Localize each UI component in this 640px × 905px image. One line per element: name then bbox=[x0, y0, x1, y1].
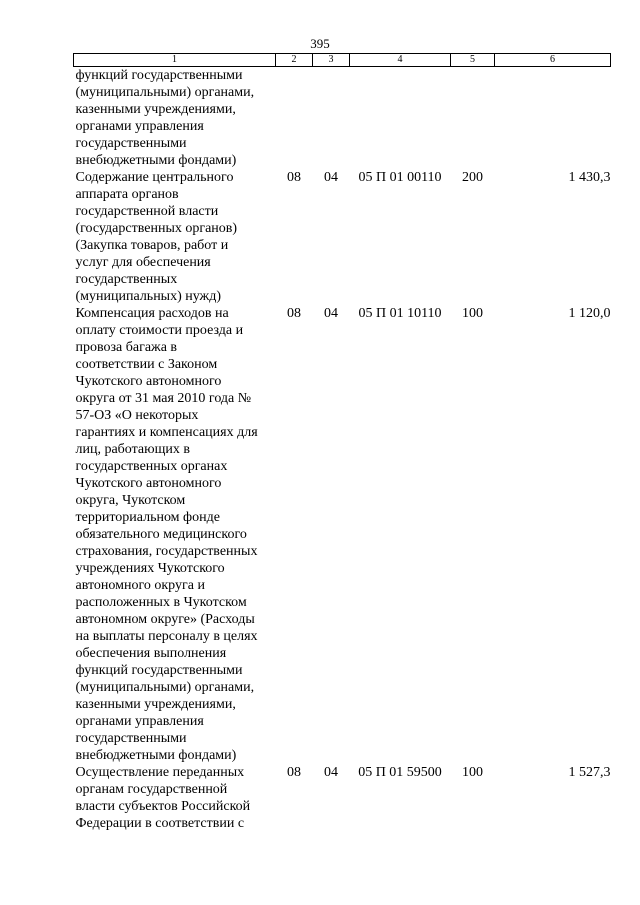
description-line: государственных bbox=[75, 272, 178, 287]
description-line: органами управления bbox=[75, 714, 204, 729]
description-line: (Закупка товаров, работ и bbox=[75, 238, 229, 253]
description-line: (муниципальными) органами, bbox=[75, 85, 255, 100]
description-line: Компенсация расходов на bbox=[75, 306, 229, 321]
table-header-row bbox=[74, 54, 611, 67]
target-article-code: 05 П 01 10110 bbox=[358, 306, 442, 321]
description-line: оплату стоимости проезда и bbox=[75, 323, 244, 338]
subsection-code: 04 bbox=[324, 765, 338, 780]
description-line: округа от 31 мая 2010 года № bbox=[75, 391, 252, 406]
description-line: Чукотского автономного bbox=[75, 374, 222, 389]
description-line: государственными bbox=[75, 136, 187, 151]
description-line: соответствии с Законом bbox=[75, 357, 218, 372]
description-line: (муниципальных) нужд) bbox=[75, 289, 222, 304]
description-line: автономном округе» (Расходы bbox=[75, 612, 255, 627]
target-article-code bbox=[350, 67, 451, 170]
description-line: учреждениях Чукотского bbox=[75, 561, 225, 576]
column-header-4: 4 bbox=[350, 54, 451, 67]
column-header-1: 1 bbox=[74, 54, 276, 67]
section-code bbox=[276, 67, 313, 170]
description-line: казенными учреждениями, bbox=[75, 697, 236, 712]
amount-value: 1 120,0 bbox=[568, 306, 611, 321]
table-row bbox=[74, 764, 611, 832]
expense-type-code: 100 bbox=[462, 765, 483, 780]
description-line: обязательного медицинского bbox=[75, 527, 247, 542]
target-article-code: 05 П 01 00110 bbox=[358, 170, 442, 185]
table-row bbox=[74, 305, 611, 764]
description-line: функций государственными bbox=[75, 663, 243, 678]
table-body bbox=[74, 67, 611, 833]
target-article-code: 05 П 01 59500 bbox=[358, 765, 442, 780]
description-line: лиц, работающих в bbox=[75, 442, 190, 457]
description-line: функций государственными bbox=[75, 68, 243, 83]
description-line: государственной власти bbox=[75, 204, 219, 219]
description-line: территориальном фонде bbox=[75, 510, 220, 525]
column-header-5: 5 bbox=[451, 54, 495, 67]
section-code: 08 bbox=[287, 306, 301, 321]
table-row bbox=[74, 169, 611, 305]
row-description bbox=[74, 67, 276, 170]
description-line: автономного округа и bbox=[75, 578, 205, 593]
budget-table bbox=[73, 53, 611, 832]
subsection-code bbox=[313, 67, 350, 170]
row-description bbox=[74, 169, 276, 305]
description-line: аппарата органов bbox=[75, 187, 179, 202]
description-line: на выплаты персоналу в целях bbox=[75, 629, 258, 644]
description-line: Чукотского автономного bbox=[75, 476, 222, 491]
description-line: государственных органах bbox=[75, 459, 228, 474]
column-header-2: 2 bbox=[276, 54, 313, 67]
expense-type-code: 100 bbox=[462, 306, 483, 321]
description-line: (муниципальными) органами, bbox=[75, 680, 255, 695]
amount-value: 1 430,3 bbox=[568, 170, 611, 185]
row-description bbox=[74, 305, 276, 764]
page-number: 395 bbox=[310, 36, 330, 51]
subsection-code: 04 bbox=[324, 170, 338, 185]
section-code: 08 bbox=[287, 170, 301, 185]
description-line: казенными учреждениями, bbox=[75, 102, 236, 117]
section-code: 08 bbox=[287, 765, 301, 780]
description-line: расположенных в Чукотском bbox=[75, 595, 247, 610]
description-line: Содержание центрального bbox=[75, 170, 234, 185]
column-header-6: 6 bbox=[495, 54, 611, 67]
subsection-code: 04 bbox=[324, 306, 338, 321]
description-line: власти субъектов Российской bbox=[75, 799, 251, 814]
amount-value bbox=[495, 67, 611, 170]
table-row bbox=[74, 67, 611, 170]
expense-type-code bbox=[451, 67, 495, 170]
amount-value: 1 527,3 bbox=[568, 765, 611, 780]
description-line: внебюджетными фондами) bbox=[75, 748, 237, 763]
row-description bbox=[74, 764, 276, 832]
description-line: страхования, государственных bbox=[75, 544, 258, 559]
description-line: услуг для обеспечения bbox=[75, 255, 211, 270]
description-line: округа, Чукотском bbox=[75, 493, 186, 508]
description-line: Осуществление переданных bbox=[75, 765, 245, 780]
description-line: провоза багажа в bbox=[75, 340, 178, 355]
description-line: Федерации в соответствии с bbox=[75, 816, 245, 831]
description-line: внебюджетными фондами) bbox=[75, 153, 237, 168]
description-line: органам государственной bbox=[75, 782, 228, 797]
description-line: 57-ОЗ «О некоторых bbox=[75, 408, 199, 423]
description-line: государственными bbox=[75, 731, 187, 746]
expense-type-code: 200 bbox=[462, 170, 483, 185]
description-line: органами управления bbox=[75, 119, 204, 134]
column-header-3: 3 bbox=[313, 54, 350, 67]
description-line: гарантиях и компенсациях для bbox=[75, 425, 258, 440]
description-line: обеспечения выполнения bbox=[75, 646, 227, 661]
description-line: (государственных органов) bbox=[75, 221, 238, 236]
